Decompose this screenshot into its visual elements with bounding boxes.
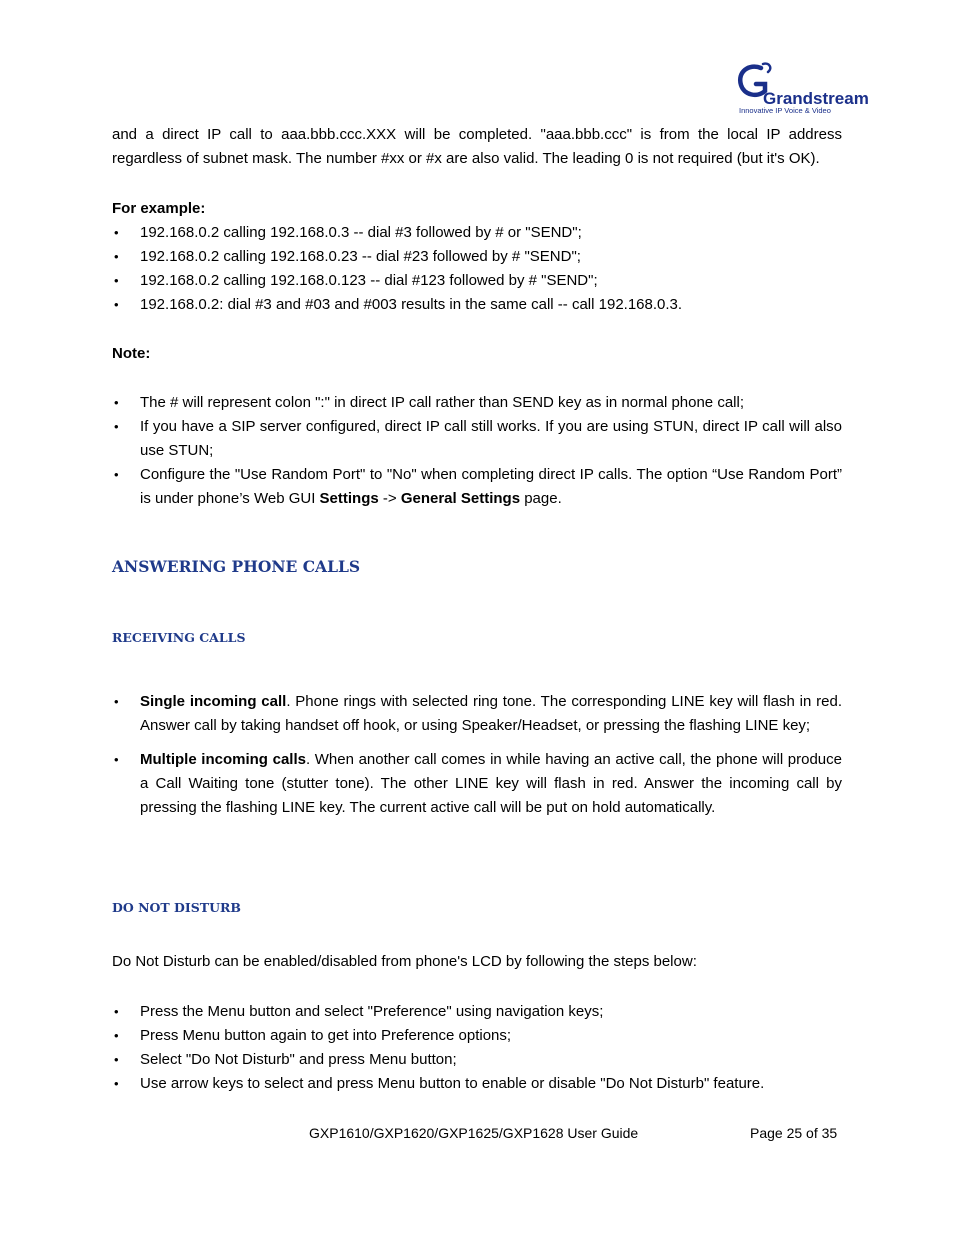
dnd-intro: Do Not Disturb can be enabled/disabled from phone's LCD by following the steps below: (112, 953, 697, 970)
grandstream-logo-icon (735, 60, 869, 108)
list-item: • Select "Do Not Disturb" and press Menu button; (112, 1048, 842, 1072)
note-text: page. (520, 490, 562, 507)
dnd-steps-list (112, 1000, 842, 1096)
list-item (112, 748, 842, 820)
item-term: Single incoming call (140, 693, 287, 710)
note-text: Configure the "Use Random Port" to "No" when completing direct IP calls. The option “Use Random Port” is under phone’s Web GUI (140, 466, 842, 507)
list-item: • Press the Menu button and select "Preference" using navigation keys; (112, 1000, 842, 1024)
grandstream-logo (735, 60, 869, 118)
receiving-list (112, 690, 842, 820)
footer-page-number: Page 25 of 35 (750, 1125, 838, 1141)
example-list (112, 221, 842, 317)
list-item: • 192.168.0.2 calling 192.168.0.123 -- dial #123 followed by # "SEND"; (112, 269, 842, 293)
subsection-heading-receiving: RECEIVING CALLS (112, 630, 246, 645)
subsection-heading-dnd: DO NOT DISTURB (112, 900, 241, 915)
footer-guide-title: GXP1610/GXP1620/GXP1625/GXP1628 User Guide (309, 1125, 639, 1141)
section-heading-answering: ANSWERING PHONE CALLS (112, 557, 361, 576)
item-text: . When another call comes in while having an active call, the phone will produce a Call Waiting tone (stutter tone). The other LINE key will flash in red. Answer the incoming call by pressing the flashing LINE key. The current active call will be put on hold automatically. (140, 751, 842, 816)
list-item: • The # will represent colon ":" in direct IP call rather than SEND key as in normal phone call; (112, 391, 842, 415)
list-item (112, 463, 842, 511)
intro-paragraph: and a direct IP call to aaa.bbb.ccc.XXX will be completed. "aaa.bbb.ccc" is from the local IP address regardless of subnet mask. The number #xx or #x are also valid. The leading 0 is not required (but it's OK). (112, 126, 842, 167)
list-item: • Press Menu button again to get into Preference options; (112, 1024, 842, 1048)
note-list (112, 391, 842, 511)
list-item: • If you have a SIP server configured, direct IP call still works. If you are using STUN, direct IP call will also use STUN; (112, 415, 842, 463)
list-item: • 192.168.0.2: dial #3 and #03 and #003 results in the same call -- call 192.168.0.3. (112, 293, 842, 317)
general-settings-label: General Settings (400, 490, 521, 507)
settings-menu-label: Settings (319, 490, 379, 507)
list-item: • Use arrow keys to select and press Menu button to enable or disable "Do Not Disturb" feature. (112, 1072, 842, 1096)
logo-tagline: Innovative IP Voice & Video (739, 106, 831, 115)
list-item: • 192.168.0.2 calling 192.168.0.23 -- dial #23 followed by # "SEND"; (112, 245, 842, 269)
example-label: For example: (112, 200, 206, 217)
item-term: Multiple incoming calls (140, 751, 306, 768)
logo-brand-text: Grandstream (763, 89, 869, 108)
list-item: • 192.168.0.2 calling 192.168.0.3 -- dial #3 followed by # or "SEND"; (112, 221, 842, 245)
note-label: Note: (112, 345, 151, 362)
item-text: . Phone rings with selected ring tone. The corresponding LINE key will flash in red. Answer call by taking handset off hook, or using Speaker/Headset, or pressing the flashing LINE key; (140, 693, 842, 734)
note-text: -> (378, 490, 401, 507)
list-item (112, 690, 842, 738)
